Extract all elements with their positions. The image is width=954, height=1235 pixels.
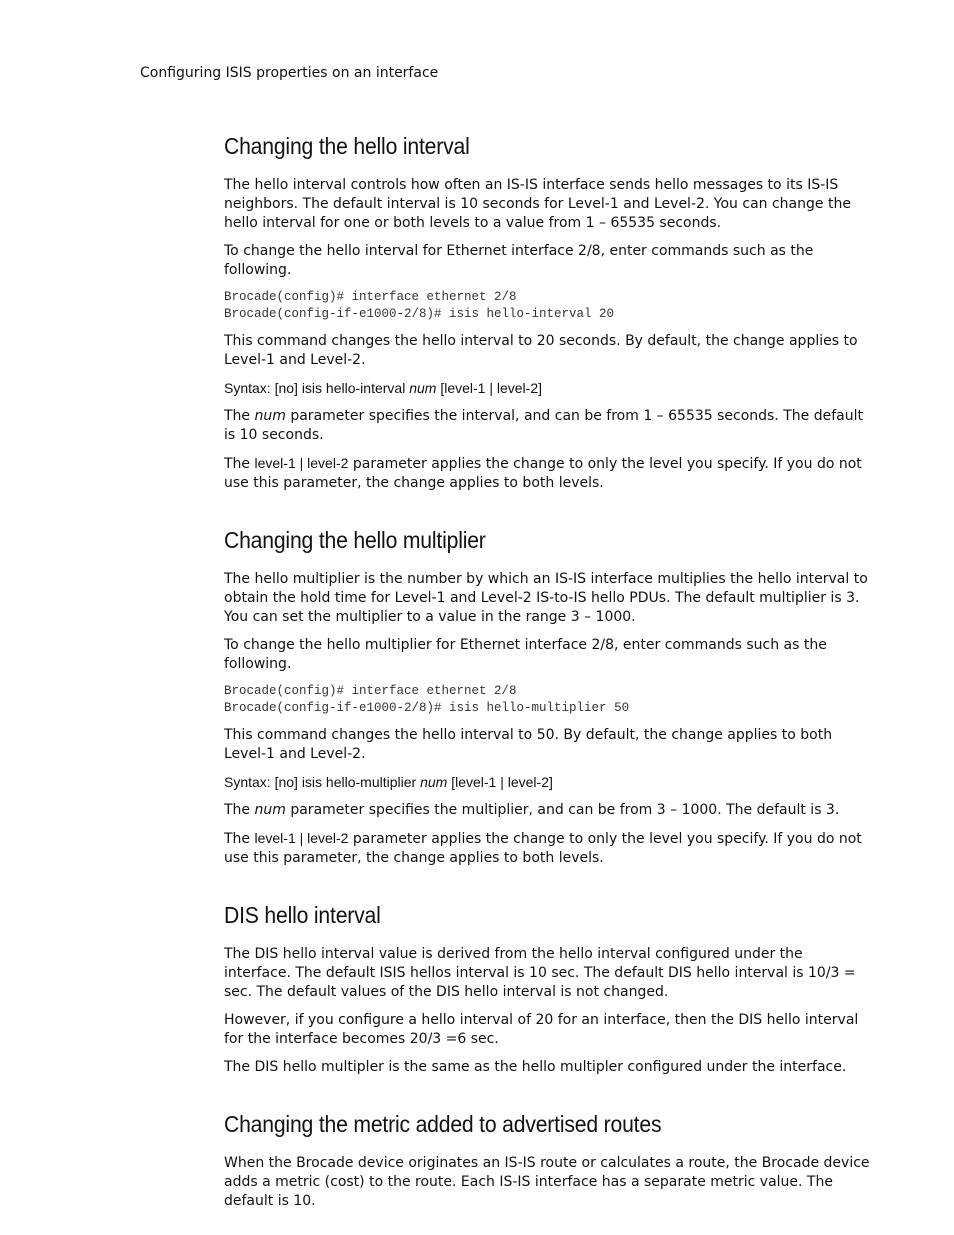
paragraph: The DIS hello multipler is the same as the hello multipler configured under the interface. (224, 1059, 847, 1075)
section-title: Changing the hello interval (224, 133, 470, 159)
text: The (224, 831, 255, 847)
text: The (224, 408, 255, 424)
section-title: DIS hello interval (224, 902, 381, 928)
syntax-options: [level-1 | level-2] (436, 380, 543, 396)
parameter-keyword: level-1 | level-2 (254, 830, 349, 846)
code-block: Brocade(config)# interface ethernet 2/8 Brocade(config-if-e1000-2/8)# isis hello-multiplier 50 (224, 684, 630, 715)
text: parameter specifies the interval, and can be from 1 – 65535 seconds. The default is 10 seconds. (224, 408, 863, 443)
text: parameter specifies the multiplier, and can be from 3 – 1000. The default is 3. (285, 802, 840, 818)
paragraph: However, if you configure a hello interval of 20 for an interface, then the DIS hello interval for the interface becomes 20/3 =6 sec. (224, 1012, 859, 1047)
code-block: Brocade(config)# interface ethernet 2/8 Brocade(config-if-e1000-2/8)# isis hello-interval 20 (224, 290, 615, 321)
syntax-variable: num (420, 774, 448, 790)
parameter-name: num (254, 408, 286, 424)
paragraph: To change the hello interval for Ethernet interface 2/8, enter commands such as the following. (224, 243, 814, 278)
parameter-name: num (254, 802, 286, 818)
paragraph (224, 829, 870, 868)
section-title: Changing the metric added to advertised routes (224, 1111, 662, 1137)
syntax-line (224, 773, 870, 792)
syntax-variable: num (409, 380, 437, 396)
section-spacer (224, 877, 870, 899)
section-hello-multiplier (224, 524, 870, 868)
section-hello-interval (224, 130, 870, 493)
syntax-command: Syntax: [no] isis hello-multiplier (224, 774, 421, 790)
text: The (224, 456, 255, 472)
paragraph: The hello interval controls how often an IS-IS interface sends hello messages to its IS-IS neighbors. The default interval is 10 seconds for Level-1 and Level-2. You can change the hello interval for one or both levels to a value from 1 – 65535 seconds. (224, 177, 851, 231)
section-spacer (224, 502, 870, 524)
paragraph (224, 407, 870, 445)
text: parameter applies the change to only the level you specify. If you do not use this parameter, the change applies to both levels. (224, 831, 862, 866)
paragraph: To change the hello multiplier for Ethernet interface 2/8, enter commands such as the following. (224, 637, 827, 672)
paragraph: The hello multiplier is the number by which an IS-IS interface multiplies the hello interval to obtain the hold time for Level-1 and Level-2 IS-to-IS hello PDUs. The default multiplier is 3. You can set the multiplier to a value in the range 3 – 1000. (224, 571, 868, 625)
page-body (224, 130, 870, 1220)
paragraph (224, 454, 870, 493)
section-title: Changing the hello multiplier (224, 527, 486, 553)
syntax-line (224, 379, 870, 398)
paragraph: This command changes the hello interval to 20 seconds. By default, the change applies to Level-1 and Level-2. (224, 333, 858, 368)
text: parameter applies the change to only the level you specify. If you do not use this parameter, the change applies to both levels. (224, 456, 862, 491)
section-dis-hello-interval (224, 899, 870, 1077)
paragraph: The DIS hello interval value is derived from the hello interval configured under the interface. The default ISIS hellos interval is 10 sec. The default DIS hello interval is 10/3 = sec. The default values of the DIS hello interval is not changed. (224, 946, 856, 1000)
paragraph: When the Brocade device originates an IS-IS route or calculates a route, the Brocade device adds a metric (cost) to the route. Each IS-IS interface has a separate metric value. The default is 10. (224, 1155, 870, 1209)
parameter-keyword: level-1 | level-2 (254, 455, 349, 471)
running-header: Configuring ISIS properties on an interface (140, 65, 439, 81)
paragraph: This command changes the hello interval to 50. By default, the change applies to both Level-1 and Level-2. (224, 727, 833, 762)
syntax-options: [level-1 | level-2] (447, 774, 553, 790)
text: The (224, 802, 255, 818)
section-spacer (224, 1086, 870, 1108)
paragraph (224, 801, 870, 820)
syntax-command: Syntax: [no] isis hello-interval (224, 380, 410, 396)
section-metric (224, 1108, 870, 1211)
